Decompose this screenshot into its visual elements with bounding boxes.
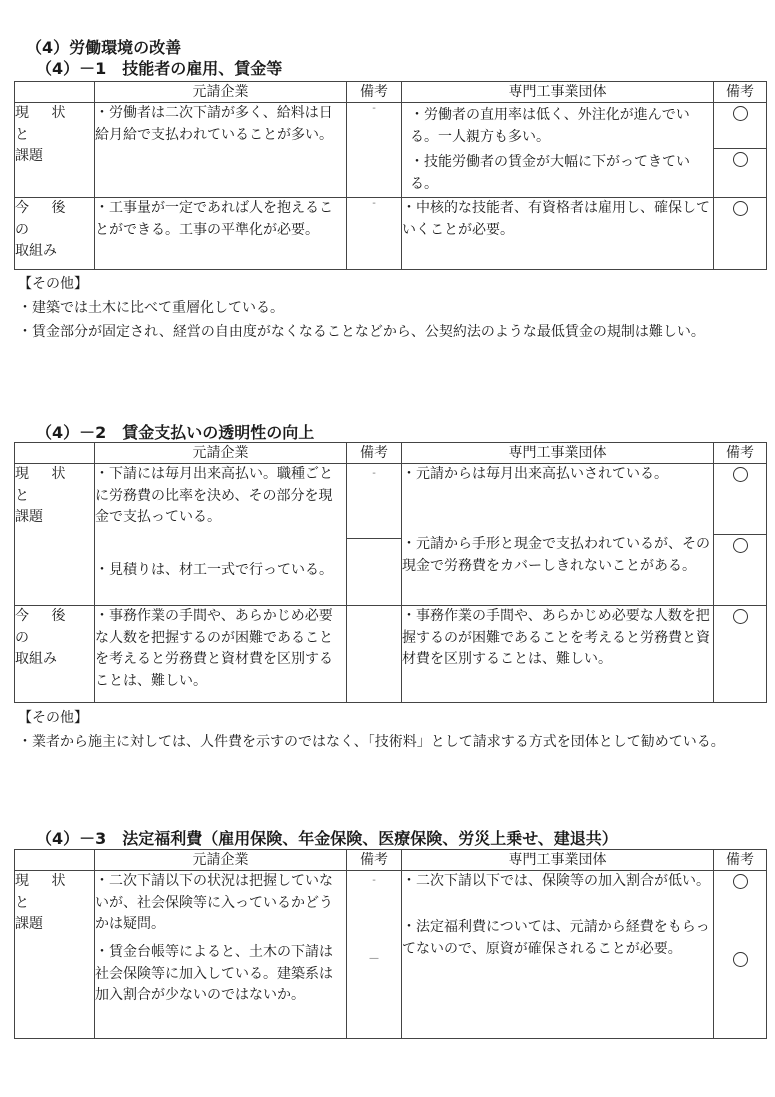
other-note: ・賃金部分が固定され、経営の自由度がなくなることなどから、公契約法のような最低賃金の規制は難しい。 <box>18 324 705 340</box>
table-row <box>15 871 767 1039</box>
header-note: 備考 <box>347 850 402 871</box>
other-label: 【その他】 <box>18 276 88 292</box>
header-specialist: 専門工事業団体 <box>402 82 714 103</box>
header-note: 備考 <box>714 850 767 871</box>
table-4-3 <box>14 849 767 1039</box>
other-note: ・業者から施主に対しては、人件費を示すのではなく、「技術料」として請求する方式を団体として勧めている。 <box>18 734 725 750</box>
table-row <box>15 464 767 606</box>
specialist-text: ・中核的な技能者、有資格者は雇用し、確保していくことが必要。 <box>402 198 714 270</box>
header-specialist: 専門工事業団体 <box>402 850 714 871</box>
specialist-text: ・元請から手形と現金で支払われているが、その現金で労務費をカバーしきれないことがある。 <box>402 536 710 574</box>
contractor-text: ・見積りは、材工一式で行っている。 <box>95 562 333 578</box>
specialist-text: ・二次下請以下では、保険等の加入割合が低い。 <box>402 873 710 889</box>
other-note: ・建築では土木に比べて重層化している。 <box>18 300 284 316</box>
contractor-text: ・事務作業の手間や、あらかじめ必要な人数を把握するのが困難であることを考えると労務費と資材費を区別することは、難しい。 <box>95 606 347 703</box>
specialist-text: ・技能労働者の賃金が大幅に下がってきている。 <box>410 154 690 192</box>
circle-mark <box>733 538 748 553</box>
header-note: 備考 <box>714 82 767 103</box>
header-contractor: 元請企業 <box>95 443 347 464</box>
subsection-title-4-2: （4）－2 賃金支払いの透明性の向上 <box>36 423 315 442</box>
circle-mark <box>733 201 748 216</box>
header-contractor: 元請企業 <box>95 850 347 871</box>
circle-mark <box>733 106 748 121</box>
table-row <box>15 103 767 198</box>
header-label-col <box>15 443 95 464</box>
table-header-row <box>15 82 767 103</box>
table-header-row <box>15 850 767 871</box>
specialist-text: ・法定福利費については、元請から経費をもらってないので、原資が確保されることが必要。 <box>402 919 710 957</box>
note-dash: - <box>372 198 376 209</box>
circle-mark <box>733 874 748 889</box>
contractor-text: ・賃金台帳等によると、土木の下請は社会保険等に加入している。建築系は加入割合が少ないのではないか。 <box>95 944 333 1003</box>
contractor-text: ・労働者は二次下請が多く、給料は日給月給で支払われていることが多い。 <box>95 103 347 198</box>
header-label-col <box>15 850 95 871</box>
header-note: 備考 <box>347 82 402 103</box>
other-notes-4-2 <box>18 706 763 754</box>
table-row <box>15 198 767 270</box>
note-dash: - <box>372 875 376 886</box>
subsection-title-4-3: （4）－3 法定福利費（雇用保険、年金保険、医療保険、労災上乗せ、建退共） <box>36 829 618 848</box>
circle-mark <box>733 952 748 967</box>
specialist-text: ・元請からは毎月出来高払いされている。 <box>402 466 668 482</box>
row-label: 現 状 と 課題 <box>15 871 95 1039</box>
header-note: 備考 <box>347 443 402 464</box>
table-header-row <box>15 443 767 464</box>
circle-mark <box>733 609 748 624</box>
header-specialist: 専門工事業団体 <box>402 443 714 464</box>
subsection-title-4-1: （4）－1 技能者の雇用、賃金等 <box>36 59 283 78</box>
header-contractor: 元請企業 <box>95 82 347 103</box>
table-row <box>15 606 767 703</box>
contractor-text: ・二次下請以下の状況は把握していないが、社会保険等に入っているかどうかは疑問。 <box>95 873 333 932</box>
table-4-2 <box>14 442 767 703</box>
row-label: 現 状 と 課題 <box>15 464 95 606</box>
contractor-text: ・下請には毎月出来高払い。職種ごとに労務費の比率を決め、その部分を現金で支払っている。 <box>95 466 333 525</box>
section-title: （4）労働環境の改善 <box>26 38 182 57</box>
row-label: 今 後 の 取組み <box>15 198 95 270</box>
specialist-text: ・労働者の直用率は低く、外注化が進んでいる。一人親方も多い。 <box>410 107 690 145</box>
table-4-1 <box>14 81 767 270</box>
contractor-text: ・工事量が一定であれば人を抱えることができる。工事の平準化が必要。 <box>95 198 347 270</box>
circle-mark <box>733 152 748 167</box>
note-dash: - <box>372 468 376 479</box>
note-dash: — <box>369 953 379 964</box>
row-label: 現 状 と 課題 <box>15 103 95 198</box>
row-label: 今 後 の 取組み <box>15 606 95 703</box>
header-label-col <box>15 82 95 103</box>
header-note: 備考 <box>714 443 767 464</box>
other-label: 【その他】 <box>18 710 88 726</box>
note-dash: - <box>372 103 376 114</box>
circle-mark <box>733 467 748 482</box>
specialist-text: ・事務作業の手間や、あらかじめ必要な人数を把握するのが困難であることを考えると労務費と資材費を区別することは、難しい。 <box>402 606 714 703</box>
other-notes-4-1 <box>18 272 763 344</box>
